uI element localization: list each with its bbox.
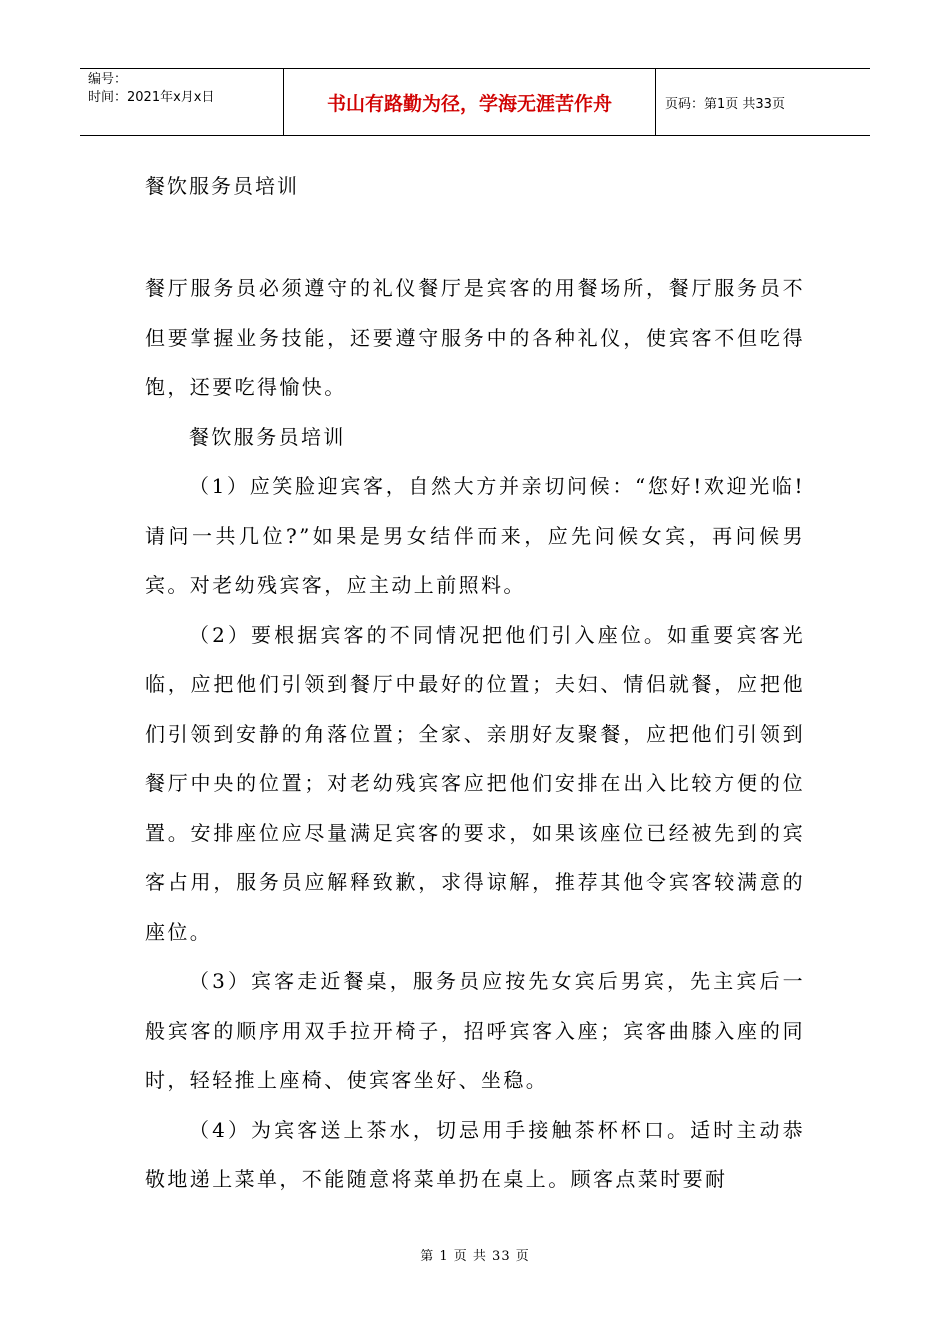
list-item: （4）为宾客送上茶水，切忌用手接触茶杯杯口。适时主动恭敬地递上菜单，不能随意将菜单扔在桌上。顾客点菜时要耐 (145, 1117, 805, 1191)
list-item: （2）要根据宾客的不同情况把他们引入座位。如重要宾客光临，应把他们引领到餐厅中最好的位置；夫妇、情侣就餐，应把他们引领到安静的角落位置；全家、亲朋好友聚餐，应把他们引领到餐厅中央的位置；对老幼残宾客应把他们安排在出入比较方便的位置。安排座位应尽量满足宾客的要求，如果该座位已经被先到的宾客占用，服务员应解释致歉，求得谅解，推荐其他令宾客较满意的座位。 (145, 622, 805, 944)
page-header (80, 68, 870, 136)
header-divider (655, 69, 656, 135)
section-heading: 餐饮服务员培训 (189, 424, 346, 449)
intro-paragraph: 餐厅服务员必须遵守的礼仪餐厅是宾客的用餐场所，餐厅服务员不但要掌握业务技能，还要遵守服务中的各种礼仪，使宾客不但吃得饱，还要吃得愉快。 (145, 276, 805, 399)
list-item: （3）宾客走近餐桌，服务员应按先女宾后男宾，先主宾后一般宾客的顺序用双手拉开椅子，招呼宾客入座；宾客曲膝入座的同时，轻轻推上座椅、使宾客坐好、坐稳。 (145, 969, 805, 1092)
document-title: 餐饮服务员培训 (145, 174, 299, 198)
header-page-info: 页码：第1页 共33页 (665, 96, 785, 112)
list-item: （1）应笑脸迎宾客，自然大方并亲切问候：“您好!欢迎光临!请问一共几位?”如果是男女结伴而来，应先问候女宾，再问候男宾。对老幼残宾客，应主动上前照料。 (145, 474, 805, 597)
document-number-label: 编号： (88, 72, 128, 87)
document-date: 时间：2021年x月x日 (88, 90, 215, 105)
document-body (145, 264, 805, 1205)
header-meta (88, 71, 283, 107)
header-motto: 书山有路勤为径，学海无涯苦作舟 (326, 92, 612, 115)
page-footer: 第 1 页 共 33 页 (420, 1249, 530, 1264)
